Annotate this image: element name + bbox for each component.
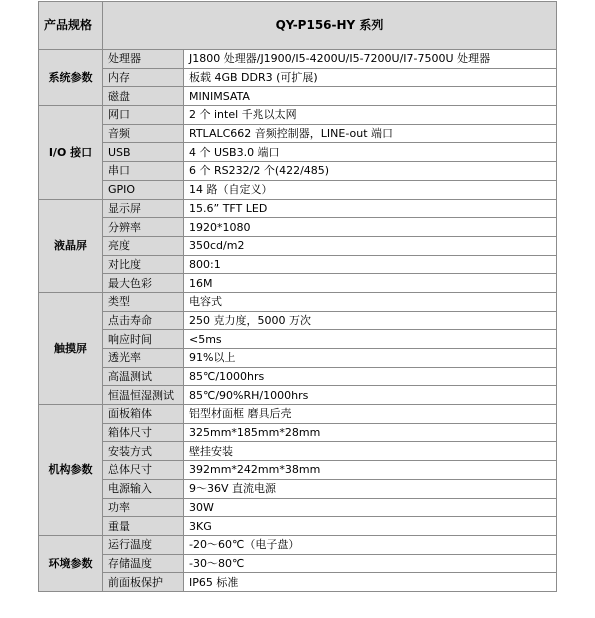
spec-value: 铝型材面框 磨具后壳 [184,405,557,424]
spec-row [39,330,557,349]
spec-label: 面板箱体 [103,405,184,424]
spec-value: -30～80℃ [184,554,557,573]
spec-row [39,50,557,69]
spec-value: 2 个 intel 千兆以太网 [184,106,557,125]
spec-value: 壁挂安装 [184,442,557,461]
spec-label: 音频 [103,124,184,143]
spec-label: 点击寿命 [103,311,184,330]
spec-row [39,386,557,405]
spec-value: 3KG [184,517,557,536]
spec-value: 6 个 RS232/2 个(422/485) [184,162,557,181]
spec-label: 恒温恒湿测试 [103,386,184,405]
spec-row [39,535,557,554]
spec-table [38,1,557,592]
spec-label: 安装方式 [103,442,184,461]
spec-row [39,479,557,498]
spec-value: 85℃/1000hrs [184,367,557,386]
spec-label: 存储温度 [103,554,184,573]
spec-value: 板载 4GB DDR3 (可扩展) [184,68,557,87]
spec-value: 9～36V 直流电源 [184,479,557,498]
spec-row [39,143,557,162]
spec-value: 15.6” TFT LED [184,199,557,218]
spec-value: 91%以上 [184,349,557,368]
category-label: I/O 接口 [39,106,103,199]
product-title: QY-P156-HY 系列 [103,2,557,50]
spec-value: IP65 标准 [184,573,557,592]
spec-label: 重量 [103,517,184,536]
spec-label: 对比度 [103,255,184,274]
spec-value: 14 路（自定义） [184,180,557,199]
spec-value: 85℃/90%RH/1000hrs [184,386,557,405]
spec-row [39,517,557,536]
spec-header-row [39,2,557,50]
spec-value: 350cd/m2 [184,236,557,255]
spec-row [39,554,557,573]
spec-row [39,199,557,218]
spec-label: 响应时间 [103,330,184,349]
spec-row [39,498,557,517]
spec-label: 总体尺寸 [103,461,184,480]
spec-label: GPIO [103,180,184,199]
spec-row [39,349,557,368]
spec-value: 4 个 USB3.0 端口 [184,143,557,162]
spec-row [39,106,557,125]
spec-value: 800:1 [184,255,557,274]
spec-row [39,87,557,106]
spec-label: 亮度 [103,236,184,255]
spec-label: 最大色彩 [103,274,184,293]
spec-label: 电源输入 [103,479,184,498]
spec-row [39,68,557,87]
spec-table-body [39,2,557,592]
spec-label: 功率 [103,498,184,517]
spec-row [39,292,557,311]
spec-label: 前面板保护 [103,573,184,592]
spec-label: 处理器 [103,50,184,69]
spec-value: RTLALC662 音频控制器，LINE-out 端口 [184,124,557,143]
spec-row [39,573,557,592]
spec-value: 325mm*185mm*28mm [184,423,557,442]
spec-value: 30W [184,498,557,517]
spec-label: 类型 [103,292,184,311]
spec-value: 1920*1080 [184,218,557,237]
spec-row [39,218,557,237]
spec-label: 高温测试 [103,367,184,386]
spec-header-label: 产品规格 [39,2,103,50]
spec-label: USB [103,143,184,162]
spec-value: 电容式 [184,292,557,311]
spec-value: <5ms [184,330,557,349]
spec-value: 250 克力度，5000 万次 [184,311,557,330]
spec-row [39,442,557,461]
spec-label: 分辨率 [103,218,184,237]
spec-label: 串口 [103,162,184,181]
spec-label: 磁盘 [103,87,184,106]
spec-row [39,311,557,330]
spec-row [39,405,557,424]
spec-value: 392mm*242mm*38mm [184,461,557,480]
category-label: 液晶屏 [39,199,103,292]
spec-row [39,236,557,255]
spec-label: 运行温度 [103,535,184,554]
spec-row [39,367,557,386]
spec-row [39,423,557,442]
spec-value: J1800 处理器/J1900/I5-4200U/I5-7200U/I7-7500U 处理器 [184,50,557,69]
category-label: 机构参数 [39,405,103,536]
spec-row [39,162,557,181]
spec-row [39,255,557,274]
spec-value: MINIMSATA [184,87,557,106]
spec-label: 内存 [103,68,184,87]
spec-row [39,124,557,143]
spec-label: 透光率 [103,349,184,368]
spec-label: 网口 [103,106,184,125]
category-label: 触摸屏 [39,292,103,404]
spec-row [39,180,557,199]
category-label: 环境参数 [39,535,103,591]
spec-value: 16M [184,274,557,293]
spec-label: 显示屏 [103,199,184,218]
spec-row [39,274,557,293]
spec-value: -20～60℃（电子盘） [184,535,557,554]
spec-label: 箱体尺寸 [103,423,184,442]
category-label: 系统参数 [39,50,103,106]
spec-row [39,461,557,480]
